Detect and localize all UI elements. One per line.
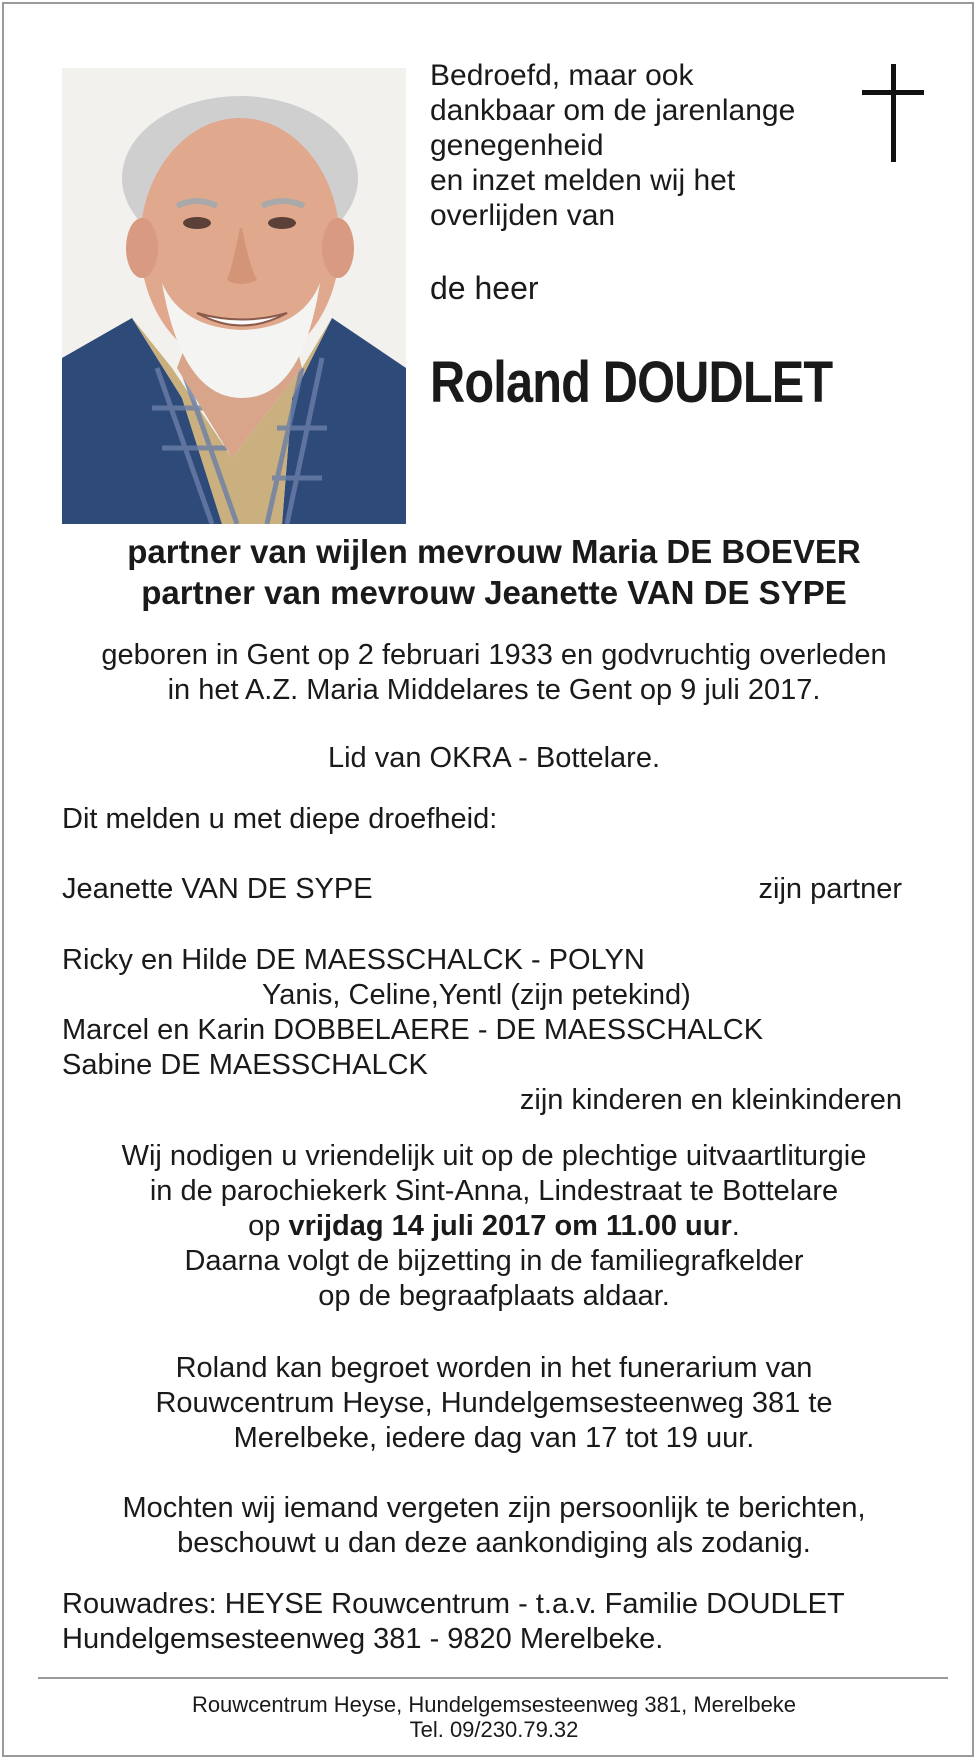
invite-post: . xyxy=(731,1210,740,1242)
deceased-name: Roland DOUDLET xyxy=(430,350,833,415)
visit-line: Roland kan begroet worden in het funerarium van xyxy=(175,1352,813,1384)
footer xyxy=(44,1692,944,1742)
apology-block xyxy=(44,1491,944,1561)
visitation-block xyxy=(44,1351,944,1456)
birth-death-block xyxy=(44,638,944,708)
family-member: Ricky en Hilde DE MAESSCHALCK - POLYN xyxy=(62,944,645,976)
intro-text xyxy=(430,58,796,233)
apology-line: beschouwt u dan deze aankondiging als zodanig. xyxy=(177,1527,811,1559)
footer-divider xyxy=(38,1677,948,1679)
children-role: zijn kinderen en kleinkinderen xyxy=(519,1084,902,1116)
invite-line: Daarna volgt de bijzetting in de familiegrafkelder xyxy=(184,1245,804,1277)
intro-line: genegenheid xyxy=(430,129,604,162)
intro-line: overlijden van xyxy=(430,199,616,232)
funeral-date: vrijdag 14 juli 2017 om 11.00 uur xyxy=(288,1210,732,1242)
footer-phone: Tel. 09/230.79.32 xyxy=(409,1717,579,1742)
invite-pre: op xyxy=(248,1210,289,1242)
portrait-photo xyxy=(62,68,406,524)
invite-line: op de begraafplaats aldaar. xyxy=(318,1280,670,1312)
intro-line: dankbaar om de jarenlange xyxy=(430,94,796,127)
invite-line xyxy=(44,1209,944,1244)
obituary-card xyxy=(2,2,974,1757)
mourning-address xyxy=(62,1587,845,1657)
birth-line: geboren in Gent op 2 februari 1933 en godvruchtig overleden xyxy=(101,639,887,671)
address-line: Hundelgemsesteenweg 381 - 9820 Merelbeke. xyxy=(62,1623,664,1655)
invite-line: Wij nodigen u vriendelijk uit op de plechtige uitvaartliturgie xyxy=(121,1140,867,1172)
address-line: Rouwadres: HEYSE Rouwcentrum - t.a.v. Familie DOUDLET xyxy=(62,1588,845,1620)
footer-line: Rouwcentrum Heyse, Hundelgemsesteenweg 381, Merelbeke xyxy=(191,1692,797,1717)
partner-role: zijn partner xyxy=(758,873,902,905)
partner-line: partner van mevrouw Jeanette VAN DE SYPE xyxy=(141,574,847,611)
invite-line: in de parochiekerk Sint-Anna, Lindestraat te Bottelare xyxy=(149,1175,839,1207)
visit-line: Rouwcentrum Heyse, Hundelgemsesteenweg 381 te xyxy=(155,1387,833,1419)
family-member: Sabine DE MAESSCHALCK xyxy=(62,1049,428,1081)
membership: Lid van OKRA - Bottelare. xyxy=(327,742,661,774)
intro-line: Bedroefd, maar ook xyxy=(430,59,694,92)
latin-cross-icon xyxy=(859,64,929,164)
family-member: Marcel en Karin DOBBELAERE - DE MAESSCHALCK xyxy=(62,1014,764,1046)
visit-line: Merelbeke, iedere dag van 17 tot 19 uur. xyxy=(233,1422,755,1454)
portrait-illustration xyxy=(62,68,406,524)
partner-block xyxy=(44,531,944,613)
death-line: in het A.Z. Maria Middelares te Gent op 9 juli 2017. xyxy=(167,674,821,706)
family-member: Yanis, Celine,Yentl (zijn petekind) xyxy=(262,979,691,1011)
apology-line: Mochten wij iemand vergeten zijn persoonlijk te berichten, xyxy=(122,1492,866,1524)
funeral-invitation xyxy=(44,1139,944,1314)
intro-line: en inzet melden wij het xyxy=(430,164,736,197)
honorific: de heer xyxy=(430,270,539,306)
announce-line: Dit melden u met diepe droefheid: xyxy=(62,803,498,835)
partner-name: Jeanette VAN DE SYPE xyxy=(62,873,373,905)
partner-line: partner van wijlen mevrouw Maria DE BOEVER xyxy=(127,533,861,570)
